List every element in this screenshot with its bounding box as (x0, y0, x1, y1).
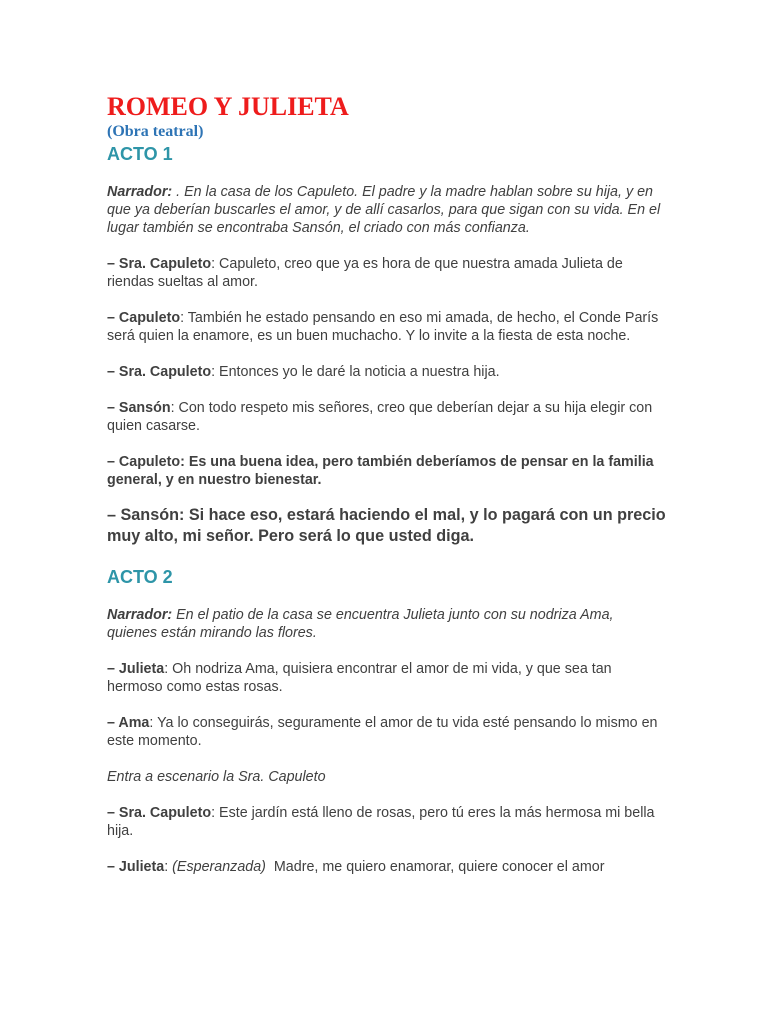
play-subtitle: (Obra teatral) (107, 123, 204, 140)
speaker-name: – Julieta (107, 661, 165, 677)
act-2-heading: ACTO 2 (107, 567, 173, 587)
dialogue-line (107, 255, 667, 291)
document-page (107, 92, 667, 876)
dialogue-text: : Oh nodriza Ama, quisiera encontrar el amor de mi vida, y que sea tan hermoso como estas rosas. (107, 661, 612, 695)
speaker-name: Narrador: (107, 607, 173, 623)
dialogue-line (107, 660, 667, 696)
dialogue-text: En el patio de la casa se encuentra Julieta junto con su nodriza Ama, quienes están mirando las flores. (107, 607, 614, 641)
speaker-name: – Sansón: (107, 506, 185, 524)
dialogue-text: : Este jardín está lleno de rosas, pero tú eres la más hermosa mi bella hija. (107, 805, 655, 839)
dialogue-text: Madre, me quiero enamorar, quiere conocer el amor (265, 859, 605, 875)
dialogue-text: : (164, 859, 173, 875)
dialogue-text: Es una buena idea, pero también deberíamos de pensar en la familia general, y en nuestro bienestar. (107, 454, 654, 488)
dialogue-line (107, 363, 667, 381)
dialogue-text: Si hace eso, estará haciendo el mal, y lo pagará con un precio muy alto, mi señor. Pero será lo que usted diga. (107, 506, 666, 545)
dialogue-line (107, 505, 667, 547)
dialogue-text: : Ya lo conseguirás, seguramente el amor de tu vida esté pensando lo mismo en este momento. (107, 715, 658, 749)
speaker-name: – Julieta (107, 859, 165, 875)
stage-direction: Entra a escenario la Sra. Capuleto (107, 769, 326, 785)
dialogue-text: : Con todo respeto mis señores, creo que deberían dejar a su hija elegir con quien casarse. (107, 400, 653, 434)
act-1-narrator (107, 183, 667, 237)
speaker-name: – Sra. Capuleto (107, 805, 212, 821)
dialogue-line (107, 858, 667, 876)
parenthetical: (Esperanzada) (172, 859, 266, 875)
dialogue-text: . En la casa de los Capuleto. El padre y la madre hablan sobre su hija, y en que ya deberían buscarles el amor, y de allí casarlos, para que sigan con su vida. En el lugar también se encontraba Sansón, el criado con más confianza. (107, 184, 661, 236)
speaker-name: – Sra. Capuleto (107, 256, 212, 272)
dialogue-text: : Capuleto, creo que ya es hora de que nuestra amada Julieta de riendas sueltas al amor. (107, 256, 623, 290)
act-2-narrator (107, 606, 667, 642)
dialogue-text: : Entonces yo le daré la noticia a nuestra hija. (211, 364, 500, 380)
speaker-name: – Sra. Capuleto (107, 364, 212, 380)
act-1-heading: ACTO 1 (107, 144, 173, 164)
dialogue-line (107, 399, 667, 435)
dialogue-line (107, 804, 667, 840)
speaker-name: – Sansón (107, 400, 171, 416)
speaker-name: – Capuleto (107, 310, 181, 326)
dialogue-text: : También he estado pensando en eso mi amada, de hecho, el Conde París será quien la enamore, es un buen muchacho. Y lo invite a la fiesta de esta noche. (107, 310, 659, 344)
dialogue-line (107, 714, 667, 750)
dialogue-line (107, 453, 667, 489)
play-title: ROMEO Y JULIETA (107, 92, 349, 121)
speaker-name: Narrador: (107, 184, 173, 200)
speaker-name: – Capuleto: (107, 454, 185, 470)
speaker-name: – Ama (107, 715, 150, 731)
dialogue-line (107, 309, 667, 345)
